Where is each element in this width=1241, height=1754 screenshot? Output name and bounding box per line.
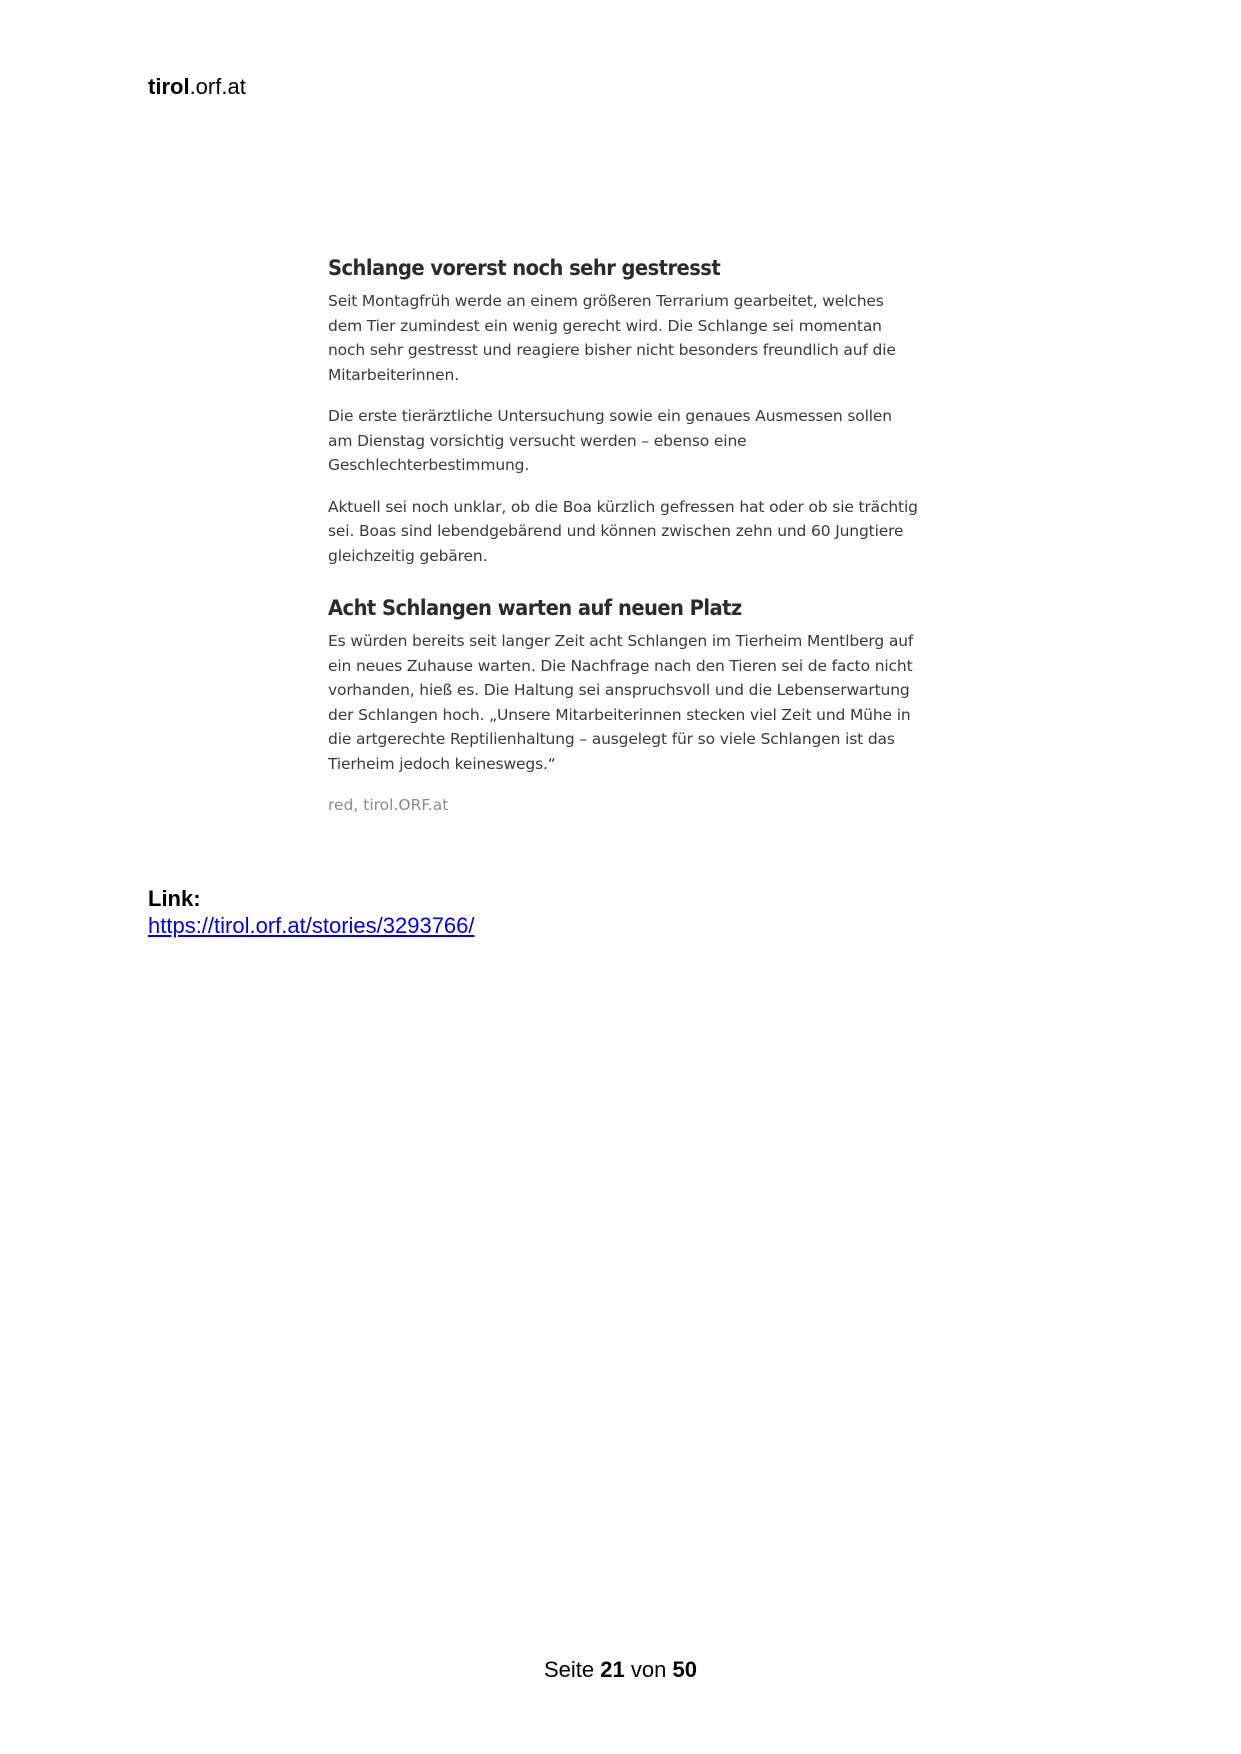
article-paragraph: Die erste tierärztliche Untersuchung sowie ein genaues Ausmessen sollen am Dienstag vorsichtig versucht werden – ebenso eine Geschlechterbestimmung. bbox=[328, 407, 892, 474]
story-link[interactable]: https://tirol.orf.at/stories/3293766/ bbox=[148, 913, 475, 938]
source-name-domain: .orf.at bbox=[189, 74, 246, 99]
page-middle: von bbox=[630, 1657, 667, 1682]
article-screenshot bbox=[328, 254, 918, 817]
page-prefix: Seite bbox=[544, 1657, 595, 1682]
article-heading-2: Acht Schlangen warten auf neuen Platz bbox=[328, 596, 742, 620]
page-footer bbox=[0, 1657, 1241, 1683]
page-number: 21 bbox=[600, 1657, 625, 1682]
source-name-bold: tirol bbox=[148, 74, 190, 99]
article-paragraph: Aktuell sei noch unklar, ob die Boa kürzlich gefressen hat oder ob sie trächtig sei. Boas sind lebendgebärend und können zwischen zehn und 60 Jungtiere gleichzeitig gebären. bbox=[328, 497, 918, 565]
page-total: 50 bbox=[672, 1657, 697, 1682]
source-header bbox=[148, 74, 246, 100]
article-paragraph: Es würden bereits seit langer Zeit acht Schlangen im Tierheim Mentlberg auf ein neues Zuhause warten. Die Nachfrage nach den Tieren sei de facto nicht vorhanden, hieß es. Die Haltung sei anspruchsvoll und die Lebenserwartung der Schlangen hoch. „Unsere Mitarbeiterinnen stecken viel Zeit und Mühe in die artgerechte Reptilienhaltung – ausgelegt für so viele Schlangen ist das Tierheim jedoch keineswegs.“ bbox=[328, 632, 914, 773]
article-credit: red, tirol.ORF.at bbox=[328, 796, 449, 814]
article-paragraph: Seit Montagfrüh werde an einem größeren Terrarium gearbeitet, welches dem Tier zumindest ein wenig gerecht wird. Die Schlange sei momentan noch sehr gestresst und reagiere bisher nicht besonders freundlich auf die Mitarbeiterinnen. bbox=[328, 292, 896, 384]
article-heading-1: Schlange vorerst noch sehr gestresst bbox=[328, 256, 721, 280]
link-label: Link: bbox=[148, 886, 201, 911]
